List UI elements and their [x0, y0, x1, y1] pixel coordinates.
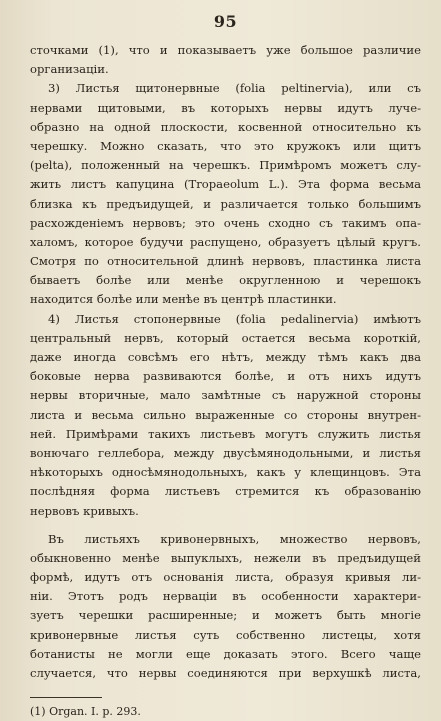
text-line: образно на одной плоскости, косвенной относительно къ — [30, 119, 421, 134]
text-line: нервовъ кривыхъ. — [30, 503, 139, 518]
page-number: 95 — [213, 12, 238, 31]
text-line: (pelta), положенный на черешкъ. Примѣромъ можетъ слу- — [30, 158, 421, 173]
text-line: послѣдняя форма листьевъ стремится къ образованiю — [30, 484, 421, 499]
text-line: случается, что нервы соединяются при верхушкѣ листа, — [30, 666, 421, 680]
text-line: формѣ, идутъ отъ основанiя листа, образуя кривыя ли- — [30, 570, 421, 585]
text-line: ботанисты не могли еще доказать этого. Всего чаще — [30, 646, 421, 661]
text-line: зуетъ черешки расширенные; и можетъ быть многiе — [30, 608, 421, 623]
text-line: кривонервные листья суть собственно листецы, хотя — [30, 627, 421, 642]
text-line: нервы вторичные, мало замѣтные съ наружной стороны — [30, 388, 421, 403]
text-line: 3) Листья щитонервные (folia peltinervia), или съ — [48, 81, 421, 96]
text-line: бываетъ болѣе или менѣе округленною и черешокъ — [30, 273, 421, 288]
text-line: нервами щитовыми, въ которыхъ нервы идутъ луче- — [30, 100, 421, 115]
text-line: организацiи. — [30, 62, 109, 77]
text-line: обыкновенно менѣе выпуклыхъ, нежели въ предъидущей — [30, 550, 421, 565]
text-line: нѣкоторыхъ односѣмянодольныхъ, какъ у клещинцовъ. Эта — [30, 465, 421, 480]
text-line: нiи. Этотъ родъ нерваціи въ особенности характери- — [30, 589, 421, 604]
footnote-divider — [30, 697, 102, 698]
text-line: листа и весьма сильно выраженные со стороны внутрен- — [30, 407, 421, 422]
text-line: ней. Примѣрами такихъ листьевъ могутъ служить листья — [30, 426, 421, 441]
paragraph-gap — [30, 521, 421, 530]
text-line: 4) Листья стопонервные (folia pedalinervia) имѣютъ — [48, 311, 421, 326]
text-line: жить листъ капуцина (Tropaeolum L.). Эта форма весьма — [30, 177, 421, 192]
text-line: близка къ предъидущей, и различается только большимъ — [30, 196, 421, 211]
text-line: черешку. Можно сказать, что это кружокъ или щитъ — [30, 138, 421, 153]
text-line: расхожденiемъ нервовъ; это очень сходно съ такимъ опа- — [30, 215, 421, 230]
text-line: Смотря по относительной длинѣ нервовъ, пластинка листа — [30, 254, 421, 269]
text-line: вонючаго геллебора, между двусѣмянодольными, и листья — [30, 445, 421, 460]
text-line: сточками (1), что и показываетъ уже большое различие — [30, 43, 421, 57]
text-line: центральный нервъ, который остается весьма короткiй, — [30, 330, 421, 345]
text-line: Въ листьяхъ кривонервныхъ, множество нервовъ, — [48, 531, 421, 546]
text-line: халомъ, которое будучи распущено, образуетъ цѣлый кругъ. — [30, 234, 421, 249]
text-line: находится болѣе или менѣе въ центрѣ пластинки. — [30, 292, 337, 307]
text-line: даже иногда совсѣмъ его нѣтъ, между тѣмъ какъ два — [30, 350, 421, 364]
footnote: (1) Organ. I. p. 293. — [30, 705, 141, 719]
text-line: боковые нерва развиваются болѣе, и отъ нихъ идутъ — [30, 369, 421, 384]
